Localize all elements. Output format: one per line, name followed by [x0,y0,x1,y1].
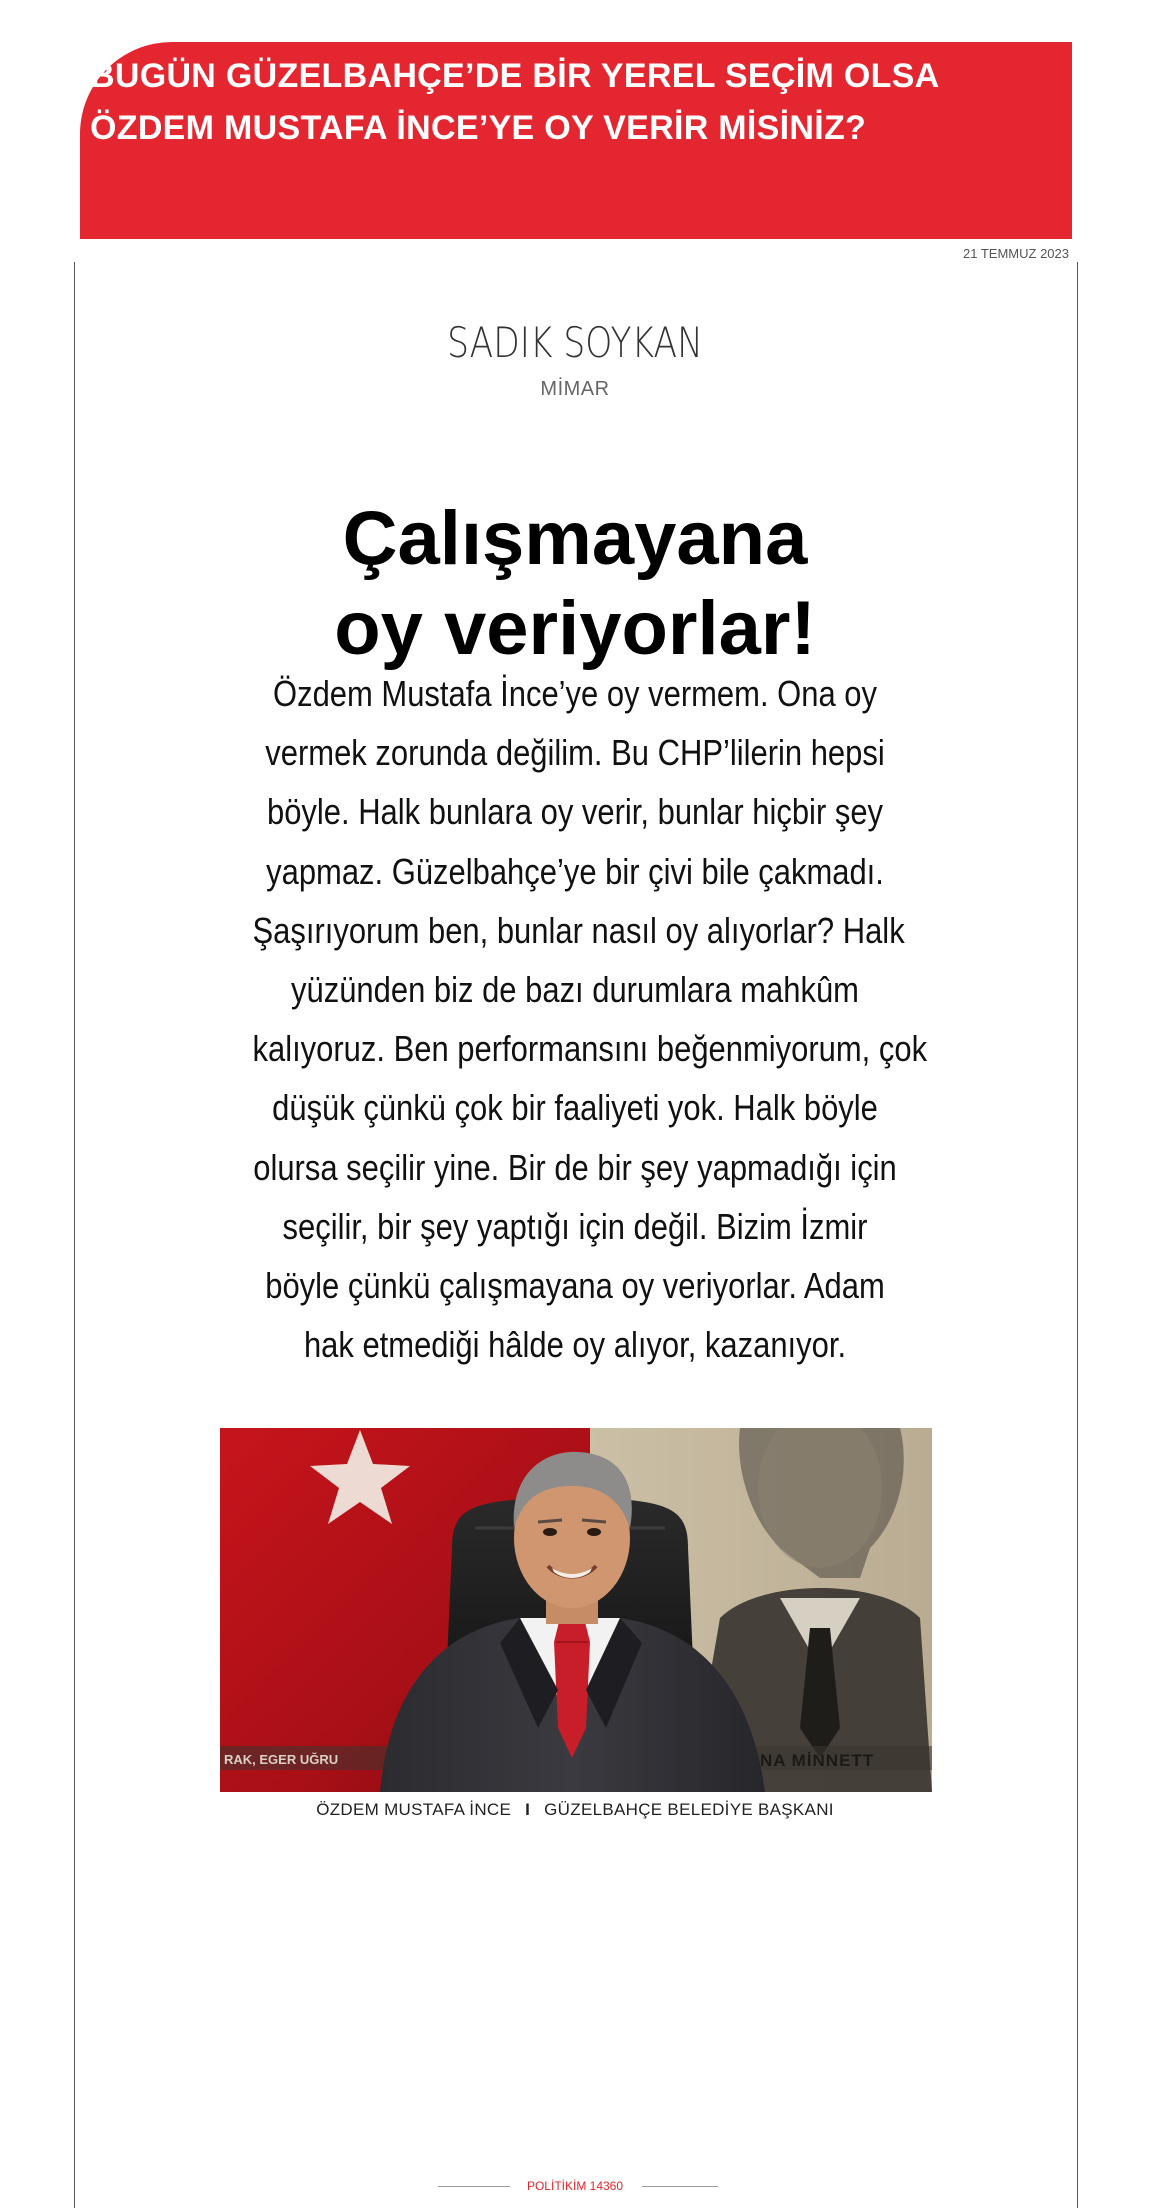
banner-question-line-1: BUGÜN GÜZELBAHÇE’DE BİR YEREL SEÇİM OLSA [90,57,940,95]
body-line: kalıyoruz. Ben performansını beğenmiyorum, çok [252,1028,928,1070]
article-body [200,664,950,1374]
author-name: SADIK SOYKAN [447,318,703,367]
article-headline [0,494,1150,674]
body-line: seçilir, bir şey yaptığı için değil. Bizim İzmir [282,1205,868,1247]
body-line: yüzünden biz de bazı durumlara mahkûm [291,969,859,1011]
body-line: Özdem Mustafa İnce’ye oy vermem. Ona oy [273,673,877,714]
body-line: yapmaz. Güzelbahçe’ye bir çivi bile çakmadı. [266,850,884,892]
photo-banner-left-text: RAK, EGER UĞRU [224,1752,339,1767]
body-line: Şaşırıyorum ben, bunlar nasıl oy alıyorlar? Halk [252,909,905,951]
author-role: MİMAR [540,378,610,400]
body-line: hak etmediği hâlde oy alıyor, kazanıyor. [303,1324,847,1366]
footer-label: POLİTİKİM 14360 [526,2179,624,2193]
body-line: böyle. Halk bunlara oy verir, bunlar hiçbir şey [266,791,884,833]
footer-divider-right [642,2186,718,2187]
photo-caption [0,1800,1150,1820]
body-line: vermek zorunda değilim. Bu CHP’lilerin hepsi [265,732,885,774]
body-line: düşük çünkü çok bir faaliyeti yok. Halk böyle [272,1087,878,1129]
caption-separator: I [525,1800,531,1819]
body-line: böyle çünkü çalışmayana oy veriyorlar. Adam [265,1265,885,1307]
banner-question [90,50,970,154]
caption-person-title: GÜZELBAHÇE BELEDİYE BAŞKANI [544,1800,834,1819]
headline-line-2: oy veriyorlar! [334,586,816,671]
caption-person-name: ÖZDEM MUSTAFA İNCE [316,1800,512,1819]
headline-line-1: Çalışmayana [342,496,808,581]
banner-question-line-2: ÖZDEM MUSTAFA İNCE’YE OY VERİR MİSİNİZ? [90,109,867,147]
publication-date: 21 TEMMUZ 2023 [963,246,1069,261]
photo-banner-right-text: NA MİNNETT [760,1751,875,1770]
mayor-photo [220,1428,932,1792]
body-line: olursa seçilir yine. Bir de bir şey yapmadığı için [253,1146,897,1188]
